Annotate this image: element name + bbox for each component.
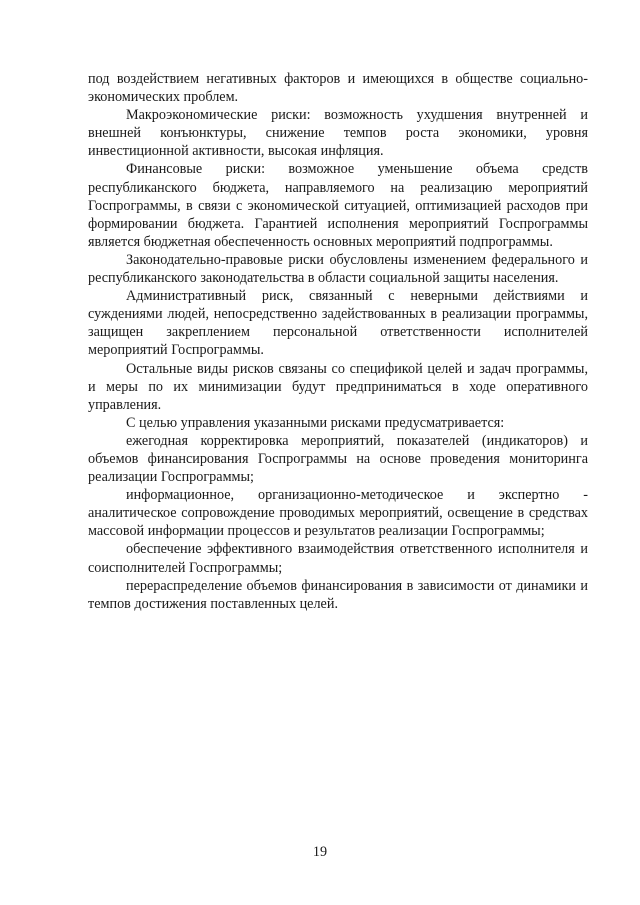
paragraph-financial-risks: Финансовые риски: возможное уменьшение объема средств республиканского бюджета, направляемого на реализацию мероприятий Госпрограммы, в связи с экономической ситуацией, оптимизацией расходов при формировании бюджета. Гарантией исполнения мероприятий Госпрограммы является бюджетная обеспеченность основных мероприятий подпрограммы. (88, 161, 588, 250)
paragraph-continuation: под воздействием негативных факторов и имеющихся в обществе социально-экономических проблем. (88, 71, 588, 106)
paragraph-risk-management-intro: С целью управления указанными рисками предусматривается: (126, 414, 505, 431)
body-text (88, 70, 588, 613)
paragraph-macroeconomic-risks: Макроэкономические риски: возможность ухудшения внутренней и внешней конъюнктуры, снижение темпов роста экономики, уровня инвестиционной активности, высокая инфляция. (88, 107, 588, 160)
list-item-interaction: обеспечение эффективного взаимодействия ответственного исполнителя и соисполнителей Госпрограммы; (88, 541, 588, 576)
list-item-information-support: информационное, организационно-методическое и экспертно - аналитическое сопровождение проводимых мероприятий, освещение в средствах массовой информации процессов и результатов реализации Госпрограммы; (88, 487, 588, 540)
paragraph-legal-risks: Законодательно-правовые риски обусловлены изменением федерального и республиканского законодательства в области социальной защиты населения. (88, 251, 588, 287)
page-number: 19 (312, 844, 328, 860)
list-item-redistribution: перераспределение объемов финансирования в зависимости от динамики и темпов достижения поставленных целей. (88, 577, 588, 612)
paragraph-administrative-risk: Административный риск, связанный с неверными действиями и суждениями людей, непосредственно задействованных в реализации программы, защищен закреплением персональной ответственности исполнителей мероприятий Госпрограммы. (88, 288, 588, 359)
paragraph-other-risks: Остальные виды рисков связаны со спецификой целей и задач программы, и меры по их минимизации будут предприниматься в ходе оперативного управления. (88, 360, 588, 413)
list-item-annual-adjustment: ежегодная корректировка мероприятий, показателей (индикаторов) и объемов финансирования Госпрограммы на основе проведения мониторинга реализации Госпрограммы; (88, 432, 588, 486)
